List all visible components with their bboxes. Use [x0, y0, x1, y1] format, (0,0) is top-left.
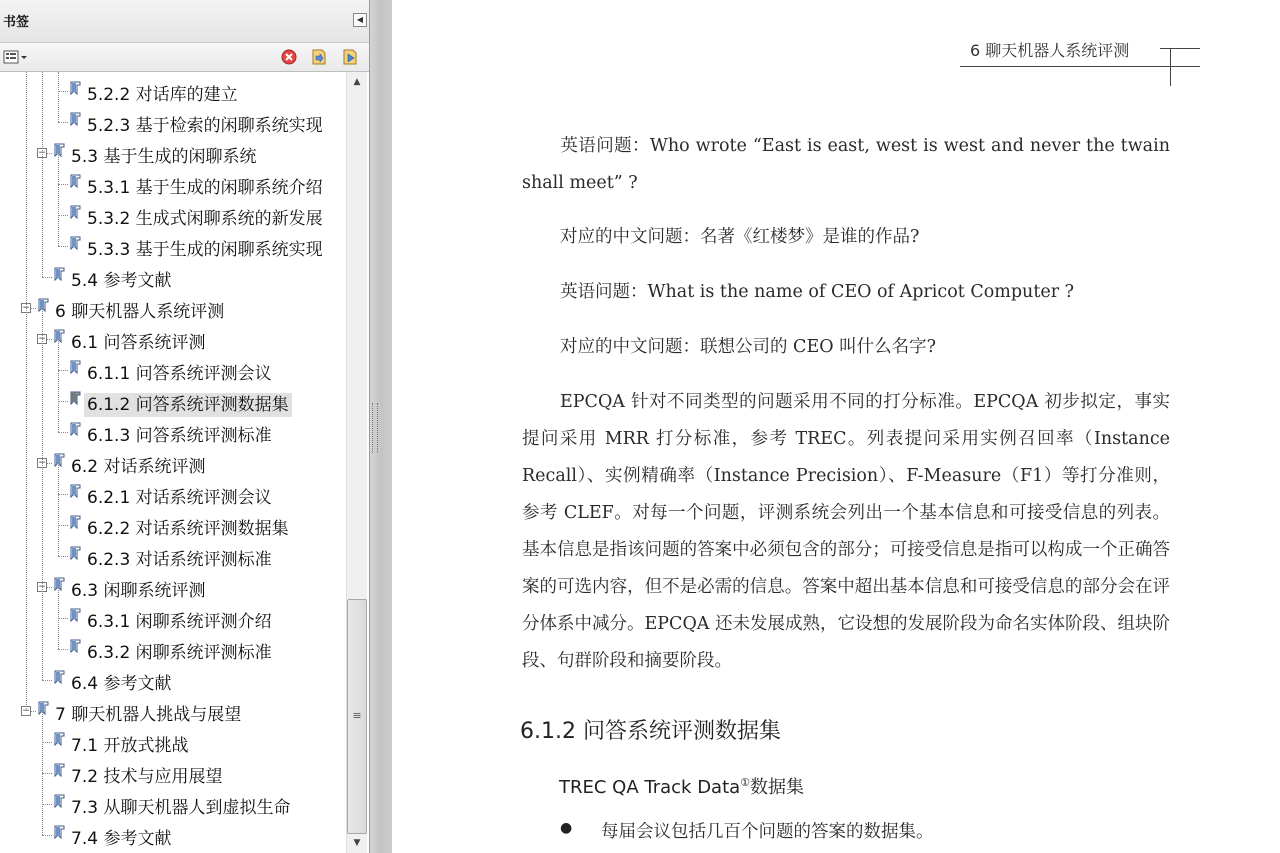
bookmark-icon — [70, 391, 82, 409]
bookmark-icon — [54, 453, 66, 471]
bookmark-label: 7 聊天机器人挑战与展望 — [55, 705, 242, 725]
bookmark-item[interactable] — [0, 452, 346, 480]
bookmark-options-button[interactable] — [2, 48, 30, 66]
tree-guide — [58, 401, 68, 402]
bookmark-icon — [70, 360, 82, 378]
bookmark-item[interactable] — [0, 731, 346, 759]
bookmark-item[interactable] — [0, 514, 346, 542]
bookmarks-toolbar — [0, 43, 369, 72]
bookmark-item[interactable] — [0, 545, 346, 573]
collapse-toggle-icon[interactable]: − — [22, 706, 30, 716]
tree-guide — [42, 277, 52, 278]
bookmark-item[interactable] — [0, 793, 346, 821]
bookmark-icon — [54, 763, 66, 781]
tree-guide — [58, 215, 68, 216]
bookmark-item[interactable] — [0, 824, 346, 852]
bullet-icon: ● — [560, 820, 573, 836]
bookmark-icon — [54, 267, 66, 285]
bookmark-icon — [54, 732, 66, 750]
bookmark-item[interactable] — [0, 142, 346, 170]
bookmark-item[interactable] — [0, 80, 346, 108]
bookmark-icon — [70, 205, 82, 223]
tree-guide — [58, 494, 68, 495]
bookmark-item[interactable] — [0, 421, 346, 449]
bookmark-item[interactable] — [0, 607, 346, 635]
delete-bookmark-icon — [281, 49, 297, 65]
tree-guide — [58, 370, 68, 371]
tree-guide — [42, 711, 43, 835]
goto-bookmark-icon — [341, 48, 359, 66]
bookmark-label: 5.2.2 对话库的建立 — [87, 85, 238, 105]
tree-guide — [42, 835, 52, 836]
splitter-grip[interactable] — [372, 403, 378, 453]
bookmark-icon — [38, 701, 50, 719]
header-rule — [960, 66, 1200, 67]
tree-guide — [58, 339, 59, 432]
tree-guide — [26, 72, 27, 711]
bookmarks-panel — [0, 0, 370, 853]
paragraph: 英语问题：Who wrote “East is east, west is west and never the twain shall meet” ? — [522, 136, 1170, 193]
bookmark-label: 6.1 问答系统评测 — [71, 333, 206, 353]
bookmark-label: 6 聊天机器人系统评测 — [55, 302, 225, 322]
bookmark-label: 5.4 参考文献 — [71, 271, 172, 291]
tree-guide — [58, 91, 68, 92]
bookmark-icon — [70, 515, 82, 533]
scroll-up-arrow[interactable]: ▲ — [353, 77, 361, 87]
tree-guide — [58, 153, 59, 246]
bookmark-label: 6.3.1 闲聊系统评测介绍 — [87, 612, 272, 632]
tree-guide — [58, 525, 68, 526]
bookmark-item[interactable] — [0, 173, 346, 201]
bookmark-icon — [70, 236, 82, 254]
tree-guide — [58, 587, 59, 649]
tree-guide — [58, 184, 68, 185]
collapse-toggle-icon[interactable]: − — [38, 582, 46, 592]
bookmark-tree — [0, 72, 346, 853]
bookmarks-title: 书签 — [3, 15, 30, 30]
tree-guide — [58, 246, 68, 247]
header-rule-accent — [1160, 48, 1200, 49]
bookmark-options-icon — [3, 50, 29, 64]
bookmark-icon — [70, 484, 82, 502]
tree-guide — [42, 773, 52, 774]
bookmark-icon — [70, 112, 82, 130]
scroll-thumb[interactable] — [347, 599, 367, 834]
running-header: 6 聊天机器人系统评测 — [970, 41, 1130, 60]
bookmark-item[interactable] — [0, 235, 346, 263]
bookmark-label: 6.2 对话系统评测 — [71, 457, 206, 477]
bookmark-icon — [54, 329, 66, 347]
bookmark-icon — [70, 608, 82, 626]
tree-guide — [58, 556, 68, 557]
bookmarks-header — [0, 0, 369, 43]
bookmark-label: 6.2.1 对话系统评测会议 — [87, 488, 272, 508]
tree-guide — [58, 432, 68, 433]
bookmark-item[interactable] — [0, 390, 346, 418]
tree-guide — [58, 72, 59, 122]
bookmark-label: 5.3.1 基于生成的闲聊系统介绍 — [87, 178, 323, 198]
bookmark-item[interactable] — [0, 359, 346, 387]
header-rule-vertical — [1170, 48, 1171, 86]
bookmark-icon — [54, 670, 66, 688]
bookmark-item[interactable] — [0, 297, 346, 325]
collapse-toggle-icon[interactable]: − — [38, 458, 46, 468]
expand-bookmark-button[interactable] — [309, 48, 329, 66]
bookmark-item[interactable] — [0, 483, 346, 511]
bookmark-item[interactable] — [0, 111, 346, 139]
bookmark-icon — [54, 577, 66, 595]
sub-heading: TREC QA Track Data①数据集 — [559, 776, 805, 798]
bookmark-label: 6.4 参考文献 — [71, 674, 172, 694]
bookmark-label: 6.2.2 对话系统评测数据集 — [87, 519, 289, 539]
bookmark-icon — [70, 81, 82, 99]
bookmark-icon — [38, 298, 50, 316]
bookmark-label: 5.3.3 基于生成的闲聊系统实现 — [87, 240, 323, 260]
bookmark-icon — [70, 422, 82, 440]
bookmark-item[interactable] — [0, 638, 346, 666]
goto-bookmark-button[interactable] — [340, 48, 360, 66]
bookmark-label: 6.1.1 问答系统评测会议 — [87, 364, 272, 384]
bookmark-item[interactable] — [0, 576, 346, 604]
bookmark-label: 7.2 技术与应用展望 — [71, 767, 223, 787]
bookmark-item[interactable] — [0, 266, 346, 294]
collapse-toggle-icon[interactable]: − — [38, 334, 46, 344]
bullet-text: 每届会议包括几百个问题的答案的数据集。 — [601, 822, 934, 842]
collapse-toggle-icon[interactable]: − — [22, 303, 30, 313]
tree-guide — [58, 618, 68, 619]
bookmark-icon — [54, 825, 66, 843]
bookmark-label: 6.3.2 闲聊系统评测标准 — [87, 643, 272, 663]
bookmark-label: 7.4 参考文献 — [71, 829, 172, 849]
bookmark-icon — [70, 639, 82, 657]
tree-guide — [42, 742, 52, 743]
bookmark-label: 5.3 基于生成的闲聊系统 — [71, 147, 257, 167]
bookmark-label: 6.1.3 问答系统评测标准 — [87, 426, 272, 446]
expand-bookmark-icon — [310, 48, 328, 66]
bookmark-label: 7.3 从聊天机器人到虚拟生命 — [71, 798, 291, 818]
bookmark-label: 6.3 闲聊系统评测 — [71, 581, 206, 601]
tree-guide — [42, 804, 52, 805]
section-heading: 6.1.2 问答系统评测数据集 — [520, 719, 781, 744]
bookmarks-scrollbar[interactable] — [346, 72, 367, 853]
tree-guide — [42, 680, 52, 681]
bookmark-item[interactable] — [0, 762, 346, 790]
tree-guide — [58, 122, 68, 123]
collapse-toggle-icon[interactable]: − — [38, 148, 46, 158]
paragraph: 对应的中文问题：名著《红楼梦》是谁的作品? — [560, 227, 920, 247]
bookmark-label: 6.1.2 问答系统评测数据集 — [84, 393, 292, 417]
paragraph: EPCQA 针对不同类型的问题采用不同的打分标准。EPCQA 初步拟定，事实提问采用 MRR 打分标准，参考 TREC。列表提问采用实例召回率（Instance Recall）、实例精确率（Instance Precision）、F-Measure（F1）等打分准则，参考 CLEF。对每一个问题，评测系统会列出一个基本信息和可接受信息的列表。基本信息是指该问题的答案中必须包含的部分；可接受信息是指可以构成一个正确答案的可选内容，但不是必需的信息。答案中超出基本信息和可接受信息的部分会在评分体系中减分。EPCQA 还未发展成熟，它设想的发展阶段为命名实体阶段、组块阶段、句群阶段和摘要阶段。 — [522, 392, 1170, 671]
delete-bookmark-button[interactable] — [280, 48, 298, 66]
scroll-down-arrow[interactable]: ▼ — [353, 838, 361, 848]
collapse-panel-button[interactable]: ◀ — [353, 13, 367, 27]
bookmark-label: 6.2.3 对话系统评测标准 — [87, 550, 272, 570]
scroll-grip-icon: ≡ — [352, 709, 362, 722]
bookmark-icon — [54, 794, 66, 812]
bookmark-item[interactable] — [0, 700, 346, 728]
bookmark-icon — [54, 143, 66, 161]
bookmark-label: 5.2.3 基于检索的闲聊系统实现 — [87, 116, 323, 136]
footnote-marker: ① — [740, 776, 751, 789]
document-page — [392, 0, 1280, 853]
paragraph: 英语问题：What is the name of CEO of Apricot Computer ? — [560, 282, 1075, 302]
bookmark-icon — [70, 174, 82, 192]
bookmark-item[interactable] — [0, 328, 346, 356]
tree-guide — [42, 72, 43, 277]
bookmark-label: 5.3.2 生成式闲聊系统的新发展 — [87, 209, 323, 229]
bookmark-item[interactable] — [0, 669, 346, 697]
bookmark-icon — [70, 546, 82, 564]
bookmark-item[interactable] — [0, 204, 346, 232]
tree-guide — [58, 463, 59, 556]
tree-guide — [42, 308, 43, 680]
bookmark-label: 7.1 开放式挑战 — [71, 736, 189, 756]
paragraph: 对应的中文问题：联想公司的 CEO 叫什么名字? — [560, 337, 937, 357]
tree-guide — [58, 649, 68, 650]
